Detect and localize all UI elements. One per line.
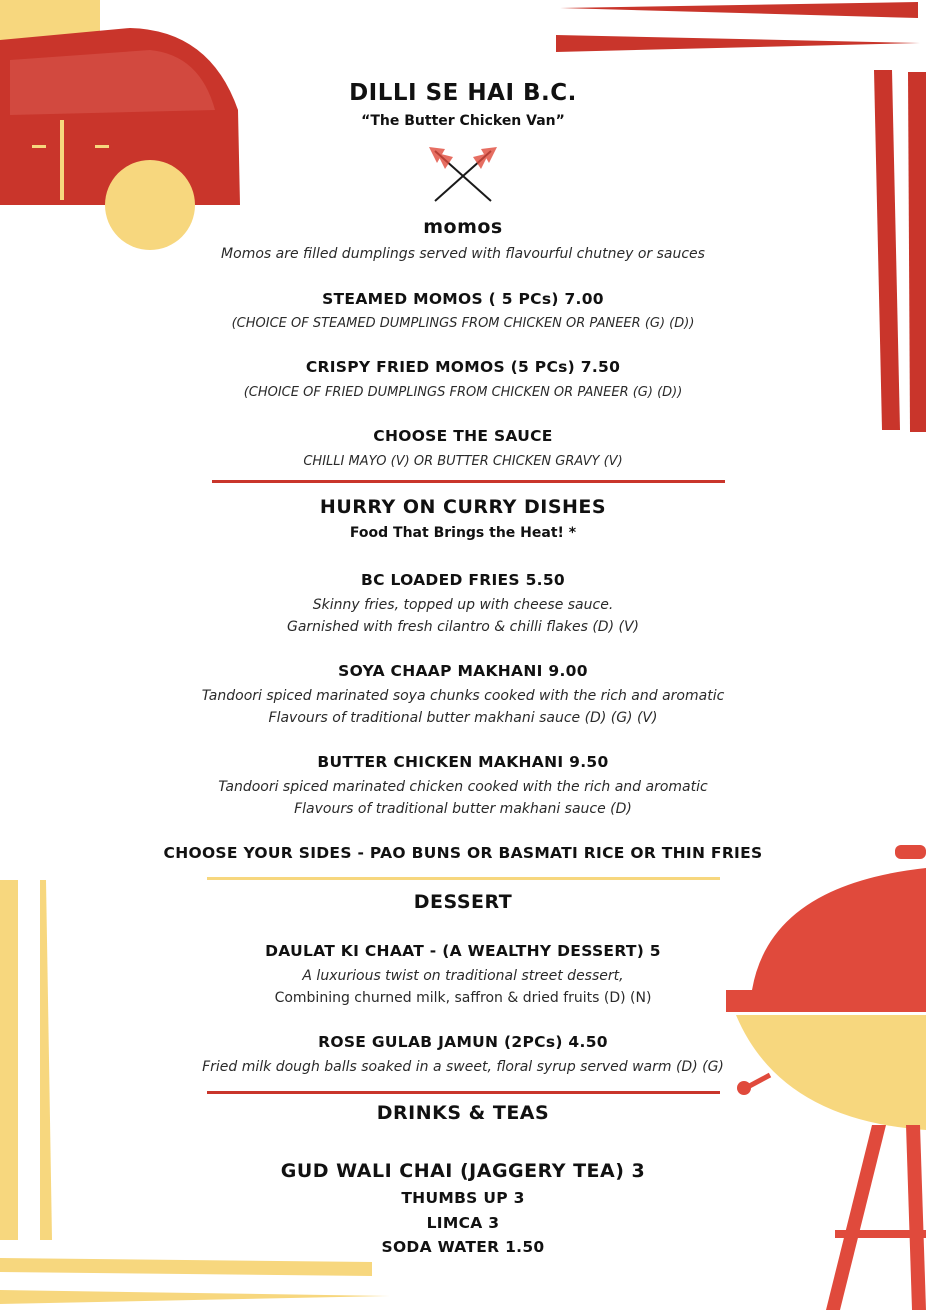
- sauce-desc: CHILLI MAYO (V) OR BUTTER CHICKEN GRAVY (V): [303, 454, 623, 469]
- drink-item-thumbs-up: THUMBS UP 3: [401, 1189, 525, 1207]
- momos-item-fried: CRISPY FRIED MOMOS (5 PCs) 7.50: [305, 358, 621, 376]
- drinks-section-title: DRINKS & TEAS: [376, 1102, 550, 1124]
- momos-section-title: momos: [423, 216, 503, 238]
- sides-note: CHOOSE YOUR SIDES - PAO BUNS OR BASMATI RICE OR THIN FRIES: [163, 844, 763, 862]
- curry-item-soya: SOYA CHAAP MAKHANI 9.00: [338, 662, 588, 680]
- curry-item-soya-line1: Tandoori spiced marinated soya chunks cooked with the rich and aromatic: [201, 688, 725, 704]
- curry-item-fries: BC LOADED FRIES 5.50: [360, 571, 566, 589]
- divider-red: [212, 480, 725, 483]
- momos-item-fried-desc: (CHOICE OF FRIED DUMPLINGS FROM CHICKEN OR PANEER (G) (D)): [243, 385, 683, 400]
- sauce-title: CHOOSE THE SAUCE: [373, 427, 553, 445]
- divider-red-2: [207, 1091, 720, 1094]
- curry-item-fries-line1: Skinny fries, topped up with cheese sauce.: [312, 597, 614, 613]
- dessert-item-daulat-line2: Combining churned milk, saffron & dried fruits (D) (N): [274, 990, 652, 1006]
- curry-item-fries-line2: Garnished with fresh cilantro & chilli flakes (D) (V): [286, 619, 639, 635]
- momos-item-steamed: STEAMED MOMOS ( 5 PCs) 7.00: [322, 290, 604, 308]
- crossed-arrows-icon: [423, 143, 503, 205]
- momos-item-steamed-desc: (CHOICE OF STEAMED DUMPLINGS FROM CHICKEN OR PANEER (G) (D)): [231, 316, 695, 331]
- dessert-section-title: DESSERT: [413, 891, 513, 913]
- drink-item-chai: GUD WALI CHAI (JAGGERY TEA) 3: [280, 1160, 646, 1182]
- curry-item-soya-line2: Flavours of traditional butter makhani sauce (D) (G) (V): [268, 710, 658, 726]
- divider-yellow: [207, 877, 720, 880]
- curry-item-butter-chicken-line2: Flavours of traditional butter makhani sauce (D): [294, 801, 632, 817]
- curry-section-title: HURRY ON CURRY DISHES: [319, 496, 607, 518]
- drink-item-limca: LIMCA 3: [426, 1214, 500, 1232]
- dessert-item-gulab-jamun: ROSE GULAB JAMUN (2PCs) 4.50: [318, 1033, 608, 1051]
- curry-subtitle: Food That Brings the Heat! *: [349, 525, 577, 541]
- dessert-item-daulat: DAULAT KI CHAAT - (A WEALTHY DESSERT) 5: [265, 942, 661, 960]
- curry-item-butter-chicken-line1: Tandoori spiced marinated chicken cooked with the rich and aromatic: [218, 779, 708, 795]
- restaurant-title: DILLI SE HAI B.C.: [349, 80, 577, 106]
- curry-item-butter-chicken: BUTTER CHICKEN MAKHANI 9.50: [317, 753, 609, 771]
- drink-item-soda: SODA WATER 1.50: [381, 1238, 545, 1256]
- restaurant-tagline: “The Butter Chicken Van”: [361, 113, 565, 129]
- dessert-item-daulat-line1: A luxurious twist on traditional street dessert,: [302, 968, 624, 984]
- momos-intro: Momos are filled dumplings served with flavourful chutney or sauces: [221, 246, 705, 262]
- dessert-item-gulab-jamun-line1: Fried milk dough balls soaked in a sweet, floral syrup served warm (D) (G): [202, 1059, 724, 1075]
